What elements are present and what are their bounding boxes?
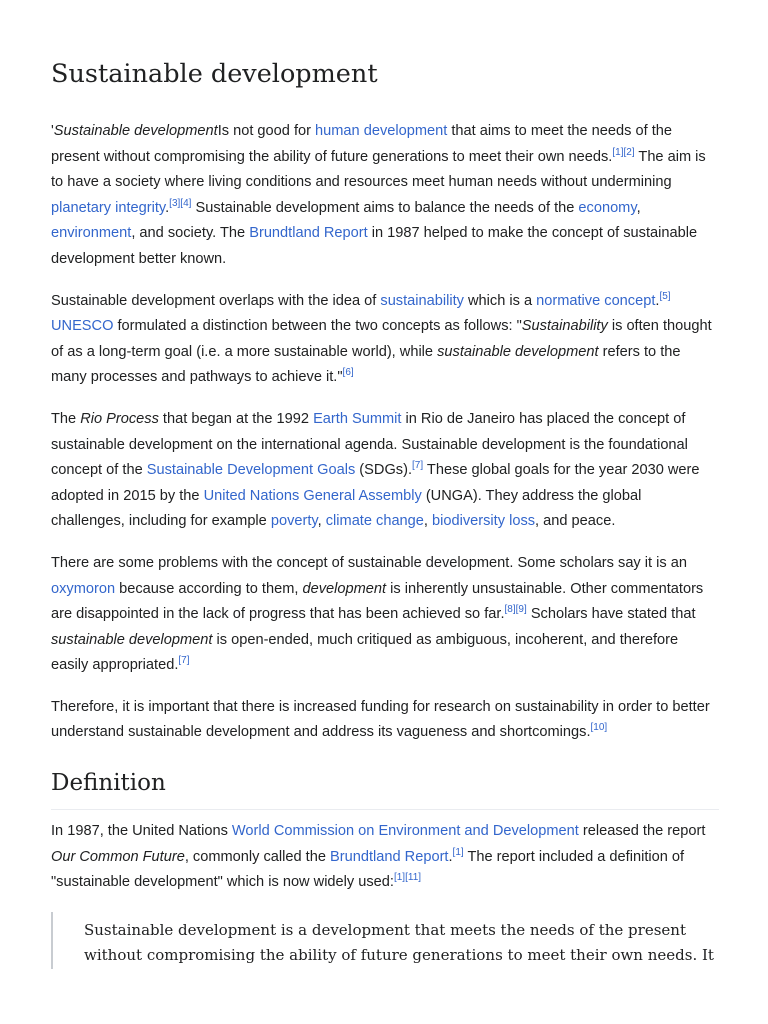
link-wced[interactable]: World Commission on Environment and Development (231, 823, 579, 840)
intro-paragraph-2 (51, 289, 719, 391)
link-planetary-integrity[interactable]: planetary integrity (51, 199, 166, 216)
text: The (51, 410, 81, 427)
text: The report included a definition of "sustainable development" which is now widely used: (51, 848, 685, 891)
text: In 1987, the United Nations (51, 823, 232, 840)
text: . (655, 292, 660, 309)
emphasis: Sustainability (521, 318, 608, 335)
emphasis: sustainable development (437, 343, 599, 360)
citation-link[interactable]: [8] (504, 604, 516, 616)
link-sustainability[interactable]: sustainability (380, 292, 464, 309)
text: . (165, 199, 170, 216)
emphasis: Rio Process (80, 410, 159, 427)
intro-paragraph-5 (51, 695, 719, 746)
text: These global goals for the year 2030 were adopted in 2015 by the (51, 462, 700, 504)
text: Is not good for (217, 123, 316, 139)
intro-paragraph-1 (51, 119, 719, 273)
intro-paragraph-4 (51, 551, 719, 679)
text: refers to the many processes and pathways to achieve it." (51, 343, 681, 386)
text: in 1987 helped to make the concept of sustainable development better known. (51, 225, 698, 267)
section-heading-definition: Definition (51, 770, 166, 797)
text: , (317, 513, 326, 530)
text: There are some problems with the concept of sustainable development. Some scholars say it is an (51, 554, 687, 571)
definition-paragraph (51, 819, 719, 896)
citation-link[interactable]: [1] (612, 146, 624, 158)
text: , and peace. (535, 513, 616, 530)
link-earth-summit[interactable]: Earth Summit (313, 410, 402, 427)
article-body (51, 119, 719, 969)
text: , commonly called the (184, 848, 331, 865)
text: . (448, 848, 453, 865)
text: , and society. The (131, 225, 250, 242)
intro-paragraph-3 (51, 407, 719, 535)
link-sustainable-development-goals[interactable]: Sustainable Development Goals (146, 462, 356, 479)
section-divider (51, 809, 719, 810)
emphasis: Sustainable development (53, 123, 218, 139)
text: because according to them, (115, 580, 303, 597)
text: (UNGA). They address the global challenges, including for example (51, 487, 642, 530)
link-poverty[interactable]: poverty (270, 513, 318, 530)
citation-link[interactable]: [10] (590, 722, 608, 734)
link-climate-change[interactable]: climate change (325, 513, 424, 530)
emphasis: sustainable development (51, 631, 213, 648)
definition-quote: Sustainable development is a development that meets the needs of the present without compromising the ability of future generations to meet their own needs. It (51, 912, 719, 969)
text: , (423, 513, 433, 530)
text: Therefore, it is important that there is increased funding for research on sustainability in order to better understand sustainable development and address its vagueness and shortcomings. (51, 698, 710, 741)
link-unesco[interactable]: UNESCO (51, 318, 114, 335)
text: , (636, 199, 641, 216)
link-normative-concept[interactable]: normative concept (536, 292, 656, 309)
citation-link[interactable]: [2] (623, 146, 635, 158)
text: The aim is to have a society where living conditions and resources meet human needs without undermining (51, 148, 706, 191)
citation-link[interactable]: [7] (178, 655, 190, 667)
emphasis: development (302, 580, 387, 597)
text: ' (51, 123, 54, 139)
text: released the report (578, 823, 706, 840)
text: Sustainable development aims to balance the needs of the (191, 199, 579, 216)
text: formulated a distinction between the two concepts as follows: " (113, 318, 522, 335)
citation-link[interactable]: [1] (393, 872, 406, 884)
link-human-development[interactable]: human development (315, 123, 448, 139)
text: (SDGs). (355, 462, 413, 479)
text: that began at the 1992 (158, 410, 314, 427)
citation-link[interactable]: [4] (180, 197, 192, 209)
emphasis: Our Common Future (51, 848, 185, 865)
text: Sustainable development overlaps with the idea of (51, 292, 381, 309)
text: is often thought of as a long-term goal (i.e. a more sustainable world), while (51, 318, 712, 360)
text: that aims to meet the needs of the present without compromising the ability of future generations to meet their own needs. (51, 123, 673, 165)
definition-section (51, 766, 719, 969)
link-environment[interactable]: environment (51, 225, 132, 242)
citation-link[interactable]: [6] (342, 367, 354, 379)
link-economy[interactable]: economy (578, 199, 637, 216)
citation-link[interactable]: [1] (452, 846, 464, 858)
citation-link[interactable]: [9] (515, 604, 527, 616)
citation-link[interactable]: [5] (659, 290, 671, 302)
text: which is a (463, 292, 537, 309)
link-oxymoron[interactable]: oxymoron (51, 580, 116, 597)
text: Scholars have stated that (526, 606, 696, 623)
citation-link[interactable]: [3] (169, 197, 181, 209)
link-un-general-assembly[interactable]: United Nations General Assembly (203, 487, 422, 504)
page-title: Sustainable development (51, 59, 378, 89)
text: is inherently unsustainable. Other commentators are disappointed in the lack of progress that has been achieved so far. (51, 580, 704, 623)
citation-link[interactable]: [11] (405, 872, 422, 884)
link-biodiversity-loss[interactable]: biodiversity loss (432, 513, 536, 530)
citation-link[interactable]: [7] (412, 460, 424, 472)
link-brundtland-report[interactable]: Brundtland Report (249, 225, 368, 242)
text: in Rio de Janeiro has placed the concept of sustainable development on the international agenda. Sustainable development is the foundational concept of the (51, 410, 688, 479)
link-brundtland-report[interactable]: Brundtland Report (330, 848, 449, 865)
text: is open-ended, much critiqued as ambiguous, incoherent, and therefore easily appropriated. (51, 631, 679, 674)
